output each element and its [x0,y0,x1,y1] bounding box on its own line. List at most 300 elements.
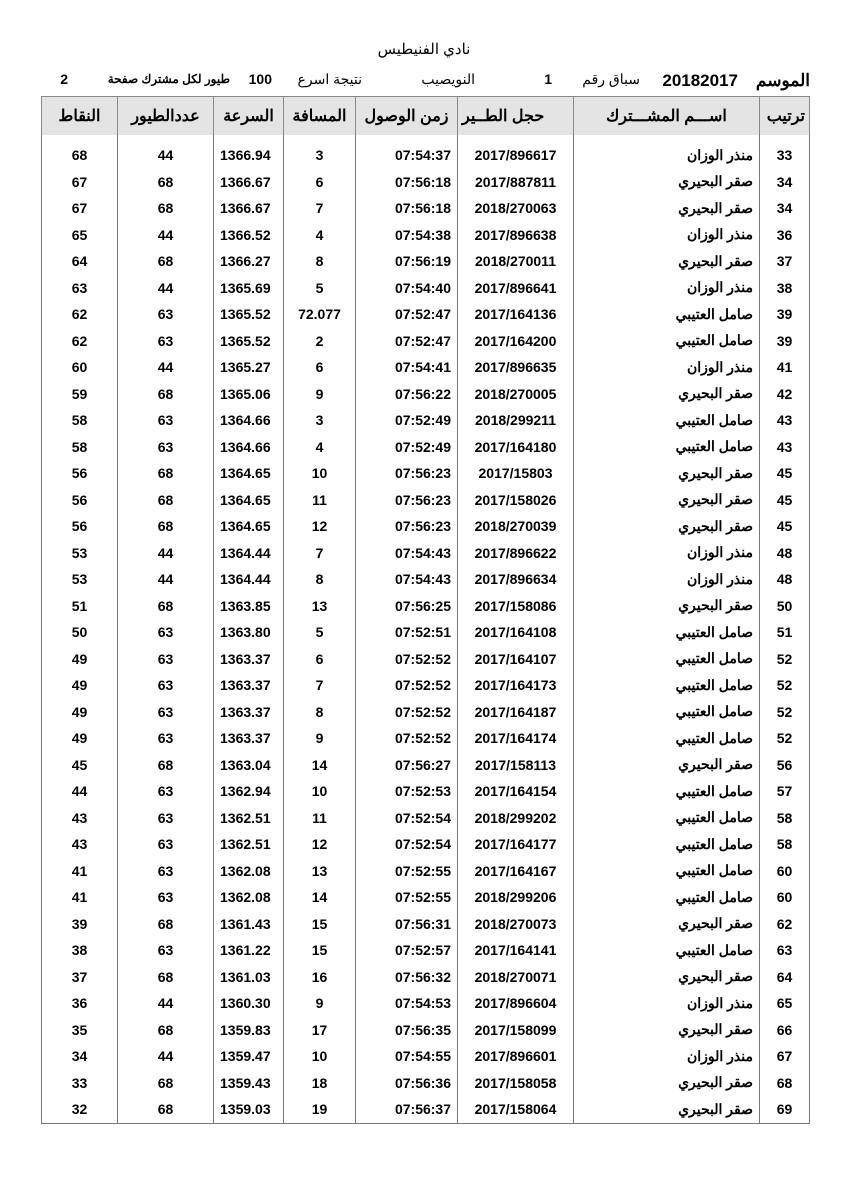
ring-cell: 2017/164107 [458,646,574,673]
col-header-arrival-time: زمن الوصول [356,97,458,136]
birds-count-cell: 44 [118,566,214,593]
arrival-time-cell: 07:52:52 [356,699,458,726]
member-name-cell: صقر البحيري [574,1096,760,1123]
points-cell: 67 [42,195,118,222]
rank-cell: 39 [760,328,810,355]
ring-cell: 2017/164141 [458,937,574,964]
member-name-cell: صقر البحيري [574,911,760,938]
birds-count-cell: 68 [118,248,214,275]
points-cell: 37 [42,964,118,991]
points-cell: 67 [42,169,118,196]
points-cell: 59 [42,381,118,408]
table-header-row [42,97,810,136]
points-cell: 32 [42,1096,118,1123]
points-cell: 49 [42,699,118,726]
club-title: نادي الفنيطيس [377,41,471,58]
birds-count-cell: 68 [118,1070,214,1097]
points-cell: 64 [42,248,118,275]
member-name-cell: صقر البحيري [574,381,760,408]
table-row [42,301,810,328]
speed-cell: 1359.83 [214,1017,284,1044]
birds-count-cell: 68 [118,911,214,938]
table-row [42,1096,810,1123]
rank-cell: 45 [760,487,810,514]
distance-cell: 12 [284,831,356,858]
birds-count-cell: 63 [118,672,214,699]
distance-cell: 11 [284,487,356,514]
col-header-rank: ترتيب [760,97,810,136]
distance-cell: 7 [284,195,356,222]
speed-cell: 1364.66 [214,407,284,434]
speed-cell: 1366.52 [214,222,284,249]
speed-cell: 1364.65 [214,513,284,540]
member-name-cell: صامل العتيبي [574,301,760,328]
arrival-time-cell: 07:56:37 [356,1096,458,1123]
member-name-cell: صامل العتيبي [574,858,760,885]
speed-cell: 1359.03 [214,1096,284,1123]
speed-cell: 1360.30 [214,990,284,1017]
member-name-cell: صقر البحيري [574,460,760,487]
ring-cell: 2017/164136 [458,301,574,328]
distance-cell: 14 [284,884,356,911]
distance-cell: 9 [284,990,356,1017]
result-count: 100 [248,71,272,87]
rank-cell: 52 [760,646,810,673]
season-value: 20182017 [662,71,738,90]
ring-cell: 2018/299202 [458,805,574,832]
race-location: النويصيب [421,71,475,87]
speed-cell: 1366.94 [214,142,284,169]
distance-cell: 13 [284,593,356,620]
distance-cell: 3 [284,142,356,169]
distance-cell: 2 [284,328,356,355]
birds-count-cell: 63 [118,778,214,805]
birds-count-cell: 44 [118,540,214,567]
member-name-cell: صامل العتيبي [574,328,760,355]
col-header-member-name: اســـم المشـــترك [574,97,760,136]
distance-cell: 10 [284,778,356,805]
table-row [42,222,810,249]
rank-cell: 69 [760,1096,810,1123]
ring-cell: 2018/270063 [458,195,574,222]
birds-count-cell: 63 [118,328,214,355]
ring-cell: 2017/896617 [458,142,574,169]
arrival-time-cell: 07:56:36 [356,1070,458,1097]
speed-cell: 1366.27 [214,248,284,275]
member-name-cell: صامل العتيبي [574,619,760,646]
rank-cell: 60 [760,884,810,911]
birds-count-cell: 63 [118,805,214,832]
member-name-cell: منذر الوزان [574,222,760,249]
arrival-time-cell: 07:52:55 [356,858,458,885]
speed-cell: 1363.37 [214,725,284,752]
arrival-time-cell: 07:52:49 [356,434,458,461]
points-cell: 43 [42,831,118,858]
ring-cell: 2017/164154 [458,778,574,805]
ring-cell: 2017/164108 [458,619,574,646]
birds-count-cell: 68 [118,1096,214,1123]
points-cell: 58 [42,434,118,461]
rank-cell: 37 [760,248,810,275]
rank-cell: 33 [760,142,810,169]
points-cell: 50 [42,619,118,646]
arrival-time-cell: 07:52:55 [356,884,458,911]
table-row [42,619,810,646]
points-cell: 53 [42,540,118,567]
speed-cell: 1363.37 [214,646,284,673]
table-row [42,1017,810,1044]
points-cell: 45 [42,752,118,779]
table-row [42,566,810,593]
rank-cell: 36 [760,222,810,249]
arrival-time-cell: 07:52:52 [356,646,458,673]
col-header-points: النقاط [42,97,118,136]
speed-cell: 1362.51 [214,805,284,832]
race-info-bar [44,71,810,93]
distance-cell: 15 [284,911,356,938]
table-row [42,646,810,673]
points-cell: 53 [42,566,118,593]
table-row [42,831,810,858]
arrival-time-cell: 07:54:55 [356,1043,458,1070]
birds-count-cell: 44 [118,354,214,381]
col-header-distance: المسافة [284,97,356,136]
table-row [42,381,810,408]
arrival-time-cell: 07:56:23 [356,460,458,487]
results-body [42,135,810,1123]
birds-count-cell: 44 [118,275,214,302]
race-number: 1 [544,71,552,87]
birds-count-cell: 63 [118,301,214,328]
points-cell: 49 [42,672,118,699]
points-cell: 39 [42,911,118,938]
rank-cell: 52 [760,725,810,752]
birds-count-cell: 68 [118,169,214,196]
speed-cell: 1364.65 [214,487,284,514]
table-row [42,195,810,222]
member-name-cell: منذر الوزان [574,566,760,593]
ring-cell: 2017/896601 [458,1043,574,1070]
birds-count-cell: 44 [118,222,214,249]
birds-count-cell: 63 [118,619,214,646]
rank-cell: 56 [760,752,810,779]
distance-cell: 4 [284,222,356,249]
rank-cell: 66 [760,1017,810,1044]
result-label: نتيجة اسرع [297,71,362,87]
distance-cell: 8 [284,248,356,275]
member-name-cell: صقر البحيري [574,169,760,196]
arrival-time-cell: 07:54:37 [356,142,458,169]
member-name-cell: صامل العتيبي [574,725,760,752]
table-row [42,911,810,938]
ring-cell: 2018/270011 [458,248,574,275]
member-name-cell: صقر البحيري [574,1017,760,1044]
ring-cell: 2018/270071 [458,964,574,991]
points-cell: 49 [42,725,118,752]
rank-cell: 41 [760,354,810,381]
member-name-cell: صامل العتيبي [574,699,760,726]
ring-cell: 2017/158086 [458,593,574,620]
arrival-time-cell: 07:54:40 [356,275,458,302]
speed-cell: 1361.03 [214,964,284,991]
table-row [42,964,810,991]
distance-cell: 5 [284,619,356,646]
season-label: الموسم [755,71,810,90]
speed-cell: 1362.51 [214,831,284,858]
arrival-time-cell: 07:52:57 [356,937,458,964]
birds-count-cell: 68 [118,381,214,408]
points-cell: 62 [42,328,118,355]
arrival-time-cell: 07:52:47 [356,301,458,328]
ring-cell: 2018/299206 [458,884,574,911]
rank-cell: 58 [760,831,810,858]
header-spacer [42,135,810,142]
member-name-cell: صقر البحيري [574,593,760,620]
member-name-cell: منذر الوزان [574,142,760,169]
distance-cell: 17 [284,1017,356,1044]
speed-cell: 1363.80 [214,619,284,646]
page-number: 2 [60,71,68,87]
ring-cell: 2017/158099 [458,1017,574,1044]
member-name-cell: صامل العتيبي [574,805,760,832]
table-row [42,752,810,779]
distance-cell: 16 [284,964,356,991]
points-cell: 56 [42,460,118,487]
speed-cell: 1363.37 [214,699,284,726]
member-name-cell: منذر الوزان [574,354,760,381]
distance-cell: 8 [284,566,356,593]
birds-count-cell: 68 [118,513,214,540]
birds-count-cell: 63 [118,646,214,673]
race-label: سباق رقم [582,71,640,87]
table-row [42,407,810,434]
results-table [41,96,810,1124]
arrival-time-cell: 07:52:54 [356,831,458,858]
distance-cell: 19 [284,1096,356,1123]
distance-cell: 6 [284,354,356,381]
ring-cell: 2017/158058 [458,1070,574,1097]
rank-cell: 38 [760,275,810,302]
arrival-time-cell: 07:56:35 [356,1017,458,1044]
member-name-cell: صقر البحيري [574,1070,760,1097]
col-header-speed: السرعة [214,97,284,136]
ring-cell: 2017/164174 [458,725,574,752]
birds-count-cell: 63 [118,407,214,434]
distance-cell: 10 [284,1043,356,1070]
arrival-time-cell: 07:52:51 [356,619,458,646]
birds-per-member-label: طيور لكل مشترك صفحة [107,72,230,86]
speed-cell: 1365.06 [214,381,284,408]
arrival-time-cell: 07:56:19 [356,248,458,275]
speed-cell: 1365.27 [214,354,284,381]
distance-cell: 4 [284,434,356,461]
table-row [42,778,810,805]
ring-cell: 2017/896641 [458,275,574,302]
rank-cell: 39 [760,301,810,328]
points-cell: 62 [42,301,118,328]
arrival-time-cell: 07:56:32 [356,964,458,991]
table-row [42,275,810,302]
distance-cell: 72.077 [284,301,356,328]
speed-cell: 1361.43 [214,911,284,938]
birds-count-cell: 63 [118,937,214,964]
points-cell: 58 [42,407,118,434]
rank-cell: 63 [760,937,810,964]
ring-cell: 2018/270073 [458,911,574,938]
birds-count-cell: 68 [118,1017,214,1044]
distance-cell: 8 [284,699,356,726]
rank-cell: 48 [760,540,810,567]
points-cell: 43 [42,805,118,832]
table-row [42,248,810,275]
ring-cell: 2017/164177 [458,831,574,858]
distance-cell: 11 [284,805,356,832]
rank-cell: 34 [760,169,810,196]
points-cell: 60 [42,354,118,381]
member-name-cell: منذر الوزان [574,540,760,567]
points-cell: 65 [42,222,118,249]
member-name-cell: صقر البحيري [574,513,760,540]
rank-cell: 42 [760,381,810,408]
rank-cell: 34 [760,195,810,222]
ring-cell: 2017/164200 [458,328,574,355]
speed-cell: 1364.44 [214,566,284,593]
distance-cell: 15 [284,937,356,964]
rank-cell: 65 [760,990,810,1017]
rank-cell: 62 [760,911,810,938]
table-row [42,354,810,381]
points-cell: 44 [42,778,118,805]
member-name-cell: صامل العتيبي [574,831,760,858]
table-row [42,858,810,885]
ring-cell: 2017/896604 [458,990,574,1017]
arrival-time-cell: 07:54:38 [356,222,458,249]
speed-cell: 1366.67 [214,169,284,196]
ring-cell: 2017/15803 [458,460,574,487]
arrival-time-cell: 07:56:22 [356,381,458,408]
birds-count-cell: 44 [118,990,214,1017]
member-name-cell: صامل العتيبي [574,407,760,434]
arrival-time-cell: 07:54:53 [356,990,458,1017]
table-row [42,937,810,964]
rank-cell: 60 [760,858,810,885]
member-name-cell: منذر الوزان [574,1043,760,1070]
rank-cell: 43 [760,407,810,434]
table-row [42,460,810,487]
arrival-time-cell: 07:56:18 [356,195,458,222]
distance-cell: 6 [284,169,356,196]
speed-cell: 1365.69 [214,275,284,302]
distance-cell: 12 [284,513,356,540]
member-name-cell: صقر البحيري [574,487,760,514]
speed-cell: 1366.67 [214,195,284,222]
ring-cell: 2017/896634 [458,566,574,593]
distance-cell: 3 [284,407,356,434]
member-name-cell: صامل العتيبي [574,672,760,699]
points-cell: 63 [42,275,118,302]
table-row [42,142,810,169]
member-name-cell: صامل العتيبي [574,646,760,673]
distance-cell: 6 [284,646,356,673]
rank-cell: 68 [760,1070,810,1097]
birds-count-cell: 63 [118,699,214,726]
arrival-time-cell: 07:56:18 [356,169,458,196]
ring-cell: 2017/896635 [458,354,574,381]
speed-cell: 1359.43 [214,1070,284,1097]
ring-cell: 2017/896638 [458,222,574,249]
arrival-time-cell: 07:52:52 [356,672,458,699]
points-cell: 34 [42,1043,118,1070]
rank-cell: 45 [760,513,810,540]
ring-cell: 2017/887811 [458,169,574,196]
birds-count-cell: 68 [118,964,214,991]
speed-cell: 1365.52 [214,301,284,328]
speed-cell: 1359.47 [214,1043,284,1070]
rank-cell: 45 [760,460,810,487]
speed-cell: 1362.08 [214,858,284,885]
ring-cell: 2017/164187 [458,699,574,726]
speed-cell: 1363.37 [214,672,284,699]
rank-cell: 51 [760,619,810,646]
speed-cell: 1363.85 [214,593,284,620]
distance-cell: 14 [284,752,356,779]
member-name-cell: صقر البحيري [574,248,760,275]
arrival-time-cell: 07:52:47 [356,328,458,355]
birds-count-cell: 44 [118,1043,214,1070]
speed-cell: 1365.52 [214,328,284,355]
table-row [42,1043,810,1070]
table-row [42,487,810,514]
speed-cell: 1361.22 [214,937,284,964]
arrival-time-cell: 07:56:23 [356,513,458,540]
birds-count-cell: 63 [118,434,214,461]
ring-cell: 2018/299211 [458,407,574,434]
arrival-time-cell: 07:52:54 [356,805,458,832]
table-row [42,805,810,832]
arrival-time-cell: 07:54:43 [356,540,458,567]
birds-count-cell: 44 [118,142,214,169]
speed-cell: 1364.65 [214,460,284,487]
table-row [42,540,810,567]
table-row [42,725,810,752]
member-name-cell: منذر الوزان [574,275,760,302]
arrival-time-cell: 07:52:52 [356,725,458,752]
speed-cell: 1364.44 [214,540,284,567]
ring-cell: 2017/158026 [458,487,574,514]
table-row [42,169,810,196]
speed-cell: 1362.94 [214,778,284,805]
birds-count-cell: 63 [118,831,214,858]
member-name-cell: صامل العتيبي [574,778,760,805]
member-name-cell: منذر الوزان [574,990,760,1017]
member-name-cell: صامل العتيبي [574,434,760,461]
distance-cell: 9 [284,725,356,752]
distance-cell: 10 [284,460,356,487]
arrival-time-cell: 07:54:41 [356,354,458,381]
rank-cell: 64 [760,964,810,991]
points-cell: 51 [42,593,118,620]
distance-cell: 18 [284,1070,356,1097]
points-cell: 41 [42,884,118,911]
birds-count-cell: 63 [118,858,214,885]
ring-cell: 2017/164167 [458,858,574,885]
table-row [42,434,810,461]
rank-cell: 67 [760,1043,810,1070]
birds-count-cell: 63 [118,725,214,752]
birds-count-cell: 68 [118,487,214,514]
rank-cell: 58 [760,805,810,832]
member-name-cell: صقر البحيري [574,752,760,779]
